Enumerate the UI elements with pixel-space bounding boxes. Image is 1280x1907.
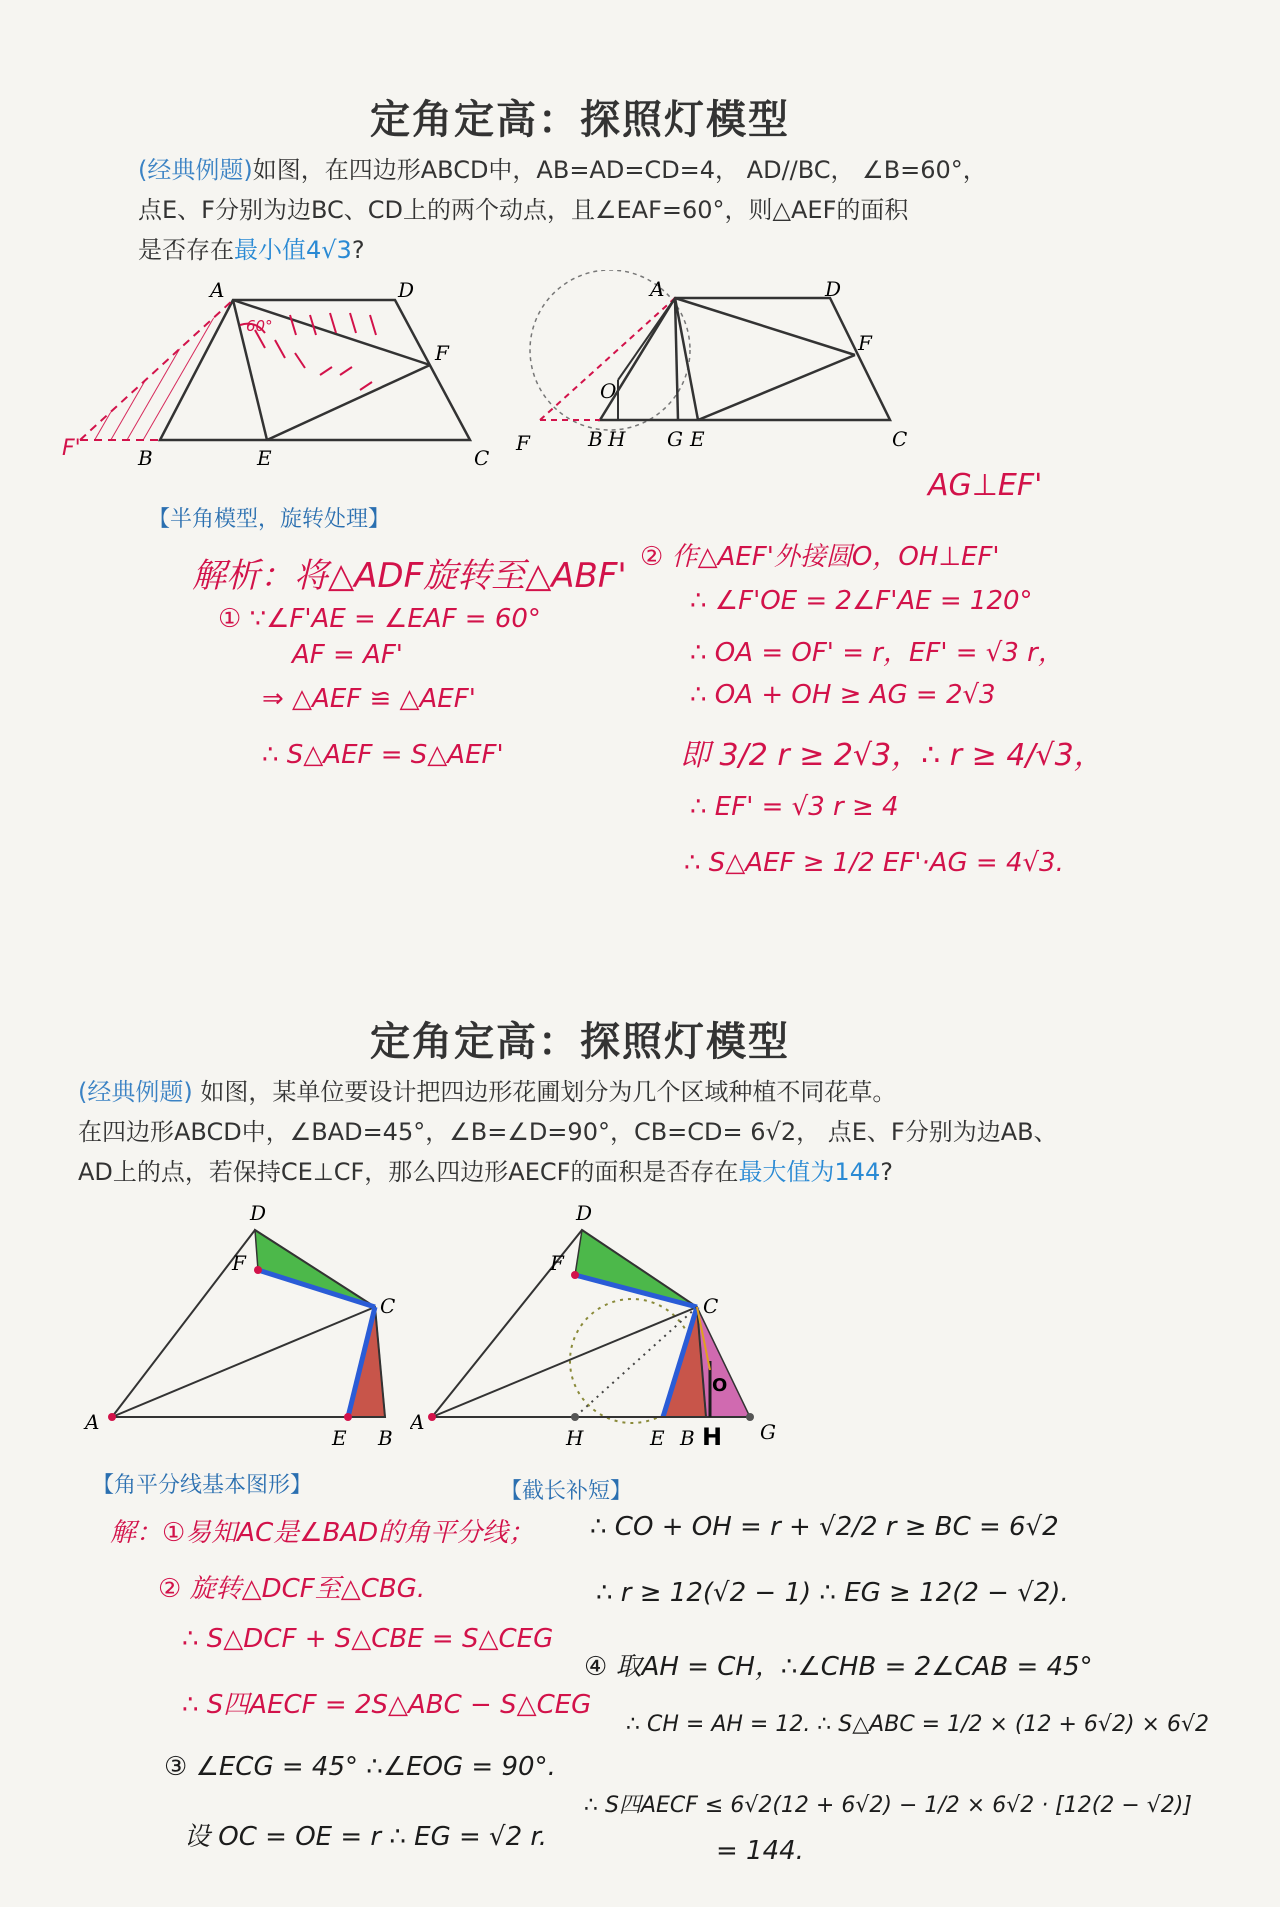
hw1-right-3: ∴ OA = OF' = r，EF' = √3 r，: [690, 638, 1064, 668]
label-B-right: B: [588, 427, 603, 451]
label-C: C: [474, 446, 490, 470]
quad-outline: [112, 1230, 385, 1417]
example-1-highlight: 最小值4√3: [234, 236, 352, 264]
example-2-highlight: 最大值为144: [738, 1158, 881, 1186]
point-F-2: [571, 1271, 579, 1279]
hw1-left-0: 解析：将△ADF旋转至△ABF': [192, 556, 627, 596]
example-2-tag: (经典例题): [78, 1078, 193, 1106]
label-Fprime: F': [62, 436, 81, 461]
example-2-problem: [78, 1072, 1058, 1192]
label-D-ex2: D: [250, 1201, 267, 1225]
label-angle-60: 60°: [246, 317, 273, 335]
label-Fp-right: F: [516, 431, 530, 455]
example-2-right-figure: [410, 1195, 790, 1455]
label-A: A: [210, 278, 225, 302]
example-2-text-1: 如图，某单位要设计把四边形花圃划分为几个区域种植不同花草。: [200, 1078, 897, 1106]
point-G-2: [746, 1413, 754, 1421]
example-1-problem-line-2: 点E、F分别为边BC、CD上的两个动点，且∠EAF=60°，则△AEF的面积: [138, 196, 909, 224]
quad-outline-2: [432, 1230, 706, 1417]
example-1-text-1: 如图，在四边形ABCD中，AB=AD=CD=4， AD//BC， ∠B=60°，: [252, 156, 987, 184]
hw2-left-5: 设 OC = OE = r ∴ EG = √2 r.: [184, 1822, 547, 1852]
hw2-left-1: ② 旋转△DCF至△CBG.: [158, 1574, 426, 1604]
hw1-right-0: AG⊥EF': [928, 468, 1043, 503]
label-D-right: D: [825, 277, 842, 301]
example-1-title: 定角定高：探照灯模型: [370, 96, 790, 143]
point-H-2: [571, 1413, 579, 1421]
example-1-text-3a: 是否存在: [138, 236, 234, 264]
label-B-ex2: B: [378, 1426, 393, 1450]
label-G-right: G: [667, 427, 683, 451]
example-1-text-3b: ?: [351, 236, 365, 264]
example-2-problem-line-2: 在四边形ABCD中，∠BAD=45°，∠B=∠D=90°，CB=CD= 6√2， 点E、F分别为边AB、: [78, 1118, 1058, 1146]
label-G-ex2r: G: [760, 1420, 776, 1444]
label-C-ex2r: C: [703, 1294, 719, 1318]
label-E: E: [257, 446, 272, 470]
label-O-ex2r: O: [712, 1375, 728, 1396]
point-A-2: [428, 1413, 436, 1421]
label-B-ex2r: B: [680, 1426, 695, 1450]
label-F-ex2r: F: [550, 1251, 564, 1275]
example-2-text-3b: ?: [880, 1158, 893, 1186]
example-2-title: 定角定高：探照灯模型: [370, 1018, 790, 1065]
label-H-ex2r: H: [566, 1426, 584, 1450]
hw2-left-3: ∴ S四AECF = 2S△ABC − S△CEG: [182, 1690, 592, 1720]
hw1-right-2: ∴ ∠F'OE = 2∠F'AE = 120°: [690, 586, 1033, 616]
hw1-left-1: ① ∵∠F'AE = ∠EAF = 60°: [218, 604, 541, 634]
segment-ac-2: [432, 1307, 697, 1417]
label-B: B: [138, 446, 153, 470]
point-F: [254, 1266, 262, 1274]
label-F: F: [435, 341, 449, 365]
label-H-right: H: [608, 427, 626, 451]
hw1-right-7: ∴ S△AEF ≥ 1/2 EF'·AG = 4√3.: [684, 848, 1064, 878]
hw1-left-3: ⇒ △AEF ≌ △AEF': [262, 684, 476, 714]
example-1-caption: 【半角模型，旋转处理】: [148, 507, 391, 532]
label-E-ex2: E: [332, 1426, 347, 1450]
hw2-right-3: ∴ CH = AH = 12. ∴ S△ABC = 1/2 × (12 + 6√2) × 6√2: [626, 1712, 1209, 1737]
label-A-ex2: A: [85, 1410, 100, 1434]
hw2-left-4: ③ ∠ECG = 45° ∴∠EOG = 90°.: [164, 1752, 556, 1782]
point-A: [108, 1413, 116, 1421]
example-2-problem-line-3: [78, 1152, 1058, 1192]
hw1-left-2: AF = AF': [292, 640, 403, 670]
label-E-ex2r: E: [650, 1426, 665, 1450]
hw1-right-5: 即 3/2 r ≥ 2√3，∴ r ≥ 4/√3，: [680, 738, 1104, 773]
hw2-right-2: ④ 取AH = CH，∴∠CHB = 2∠CAB = 45°: [584, 1652, 1093, 1682]
label-H2-ex2r: H: [702, 1423, 723, 1451]
example-1-tag: (经典例题): [138, 156, 253, 184]
hw1-left-4: ∴ S△AEF = S△AEF': [262, 740, 504, 770]
hw2-left-0: 解：①易知AC是∠BAD的角平分线；: [110, 1518, 535, 1548]
hw1-right-6: ∴ EF' = √3 r ≥ 4: [690, 792, 899, 822]
example-2-left-figure: [80, 1195, 420, 1455]
hw2-left-2: ∴ S△DCF + S△CBE = S△CEG: [182, 1624, 554, 1654]
label-O-right: O: [600, 379, 617, 403]
hw2-right-4: ∴ S四AECF ≤ 6√2(12 + 6√2) − 1/2 × 6√2 · [12(2 − √2)]: [584, 1793, 1192, 1818]
label-C-ex2: C: [380, 1294, 396, 1318]
hw2-right-5: = 144.: [716, 1836, 804, 1866]
segment-ac: [112, 1307, 375, 1417]
example-2-caption-right: 【截长补短】: [500, 1479, 633, 1504]
hw1-right-4: ∴ OA + OH ≥ AG = 2√3: [690, 680, 996, 710]
label-A-ex2r: A: [410, 1410, 425, 1434]
example-2-problem-line-1: [78, 1072, 1058, 1112]
label-E-right: E: [690, 427, 705, 451]
hw2-right-1: ∴ r ≥ 12(√2 − 1) ∴ EG ≥ 12(2 − √2).: [596, 1578, 1069, 1608]
label-D: D: [398, 278, 415, 302]
label-F-ex2: F: [232, 1251, 246, 1275]
example-2-text-3a: AD上的点，若保持CE⊥CF，那么四边形AECF的面积是否存在: [78, 1158, 739, 1186]
hw1-right-1: ② 作△AEF'外接圆O，OH⊥EF': [640, 542, 1000, 572]
example-2-caption-left: 【角平分线基本图形】: [92, 1473, 313, 1498]
label-D-ex2r: D: [576, 1201, 593, 1225]
label-A-right: A: [650, 277, 665, 301]
point-E: [344, 1413, 352, 1421]
label-F-right: F: [858, 331, 872, 355]
label-C-right: C: [892, 427, 908, 451]
hw2-right-0: ∴ CO + OH = r + √2/2 r ≥ BC = 6√2: [590, 1512, 1059, 1542]
